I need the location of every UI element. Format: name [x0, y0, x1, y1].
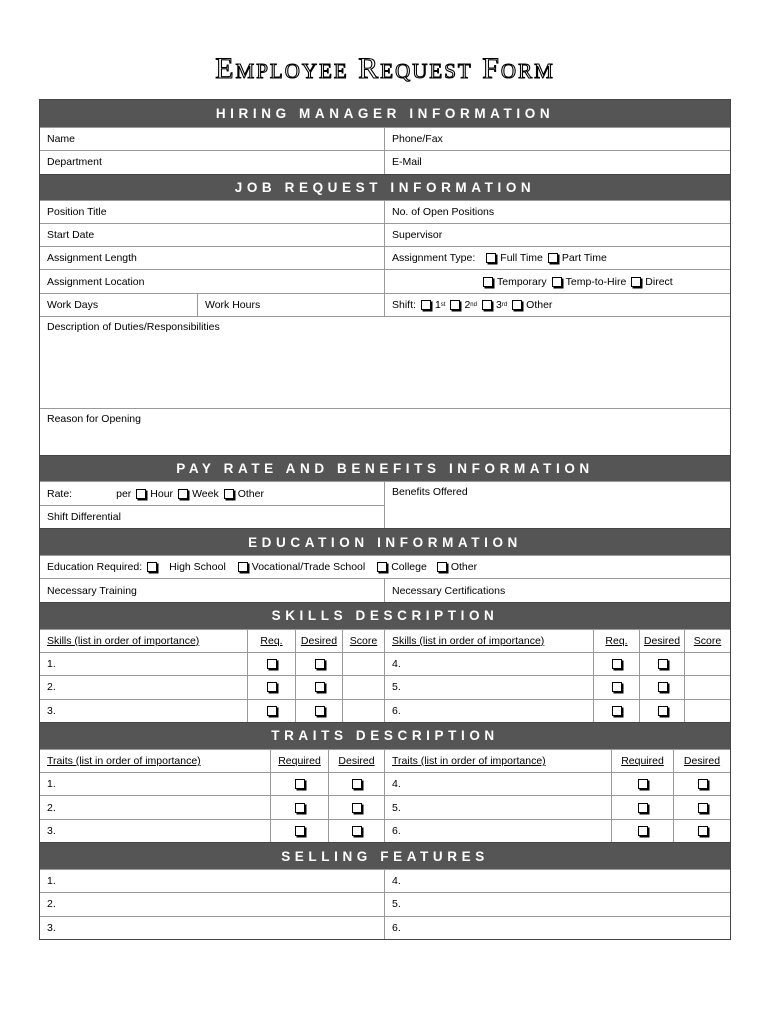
direct-checkbox[interactable]: [631, 277, 641, 287]
skill-3-score-field[interactable]: [343, 700, 385, 722]
skills-row: [40, 675, 730, 698]
skill-3-num: 3.: [47, 704, 56, 717]
traits-column-headers: [40, 749, 730, 772]
department-label: Department: [47, 156, 102, 169]
education-row-2: [40, 578, 730, 601]
skill-5-desired-checkbox[interactable]: [658, 682, 668, 692]
traits-row: [40, 819, 730, 842]
hiring-row-2: [40, 150, 730, 173]
reason-label: Reason for Opening: [47, 413, 141, 426]
assignment-location-label: Assignment Location: [47, 275, 145, 288]
certifications-field[interactable]: [385, 579, 730, 601]
skill-5-field[interactable]: [385, 676, 594, 698]
certifications-label: Necessary Certifications: [392, 584, 506, 597]
assignment-length-label: Assignment Length: [47, 252, 137, 265]
skill-2-score-field[interactable]: [343, 676, 385, 698]
shift-2nd-sup: nd: [470, 301, 477, 308]
trait-4-field[interactable]: [385, 773, 612, 795]
education-other-checkbox[interactable]: [437, 562, 447, 572]
college-checkbox[interactable]: [377, 562, 387, 572]
traits-col-right: Traits (list in order of importance): [385, 750, 612, 772]
job-row-4: [40, 269, 730, 292]
skill-6-req-checkbox[interactable]: [612, 706, 622, 716]
skill-3-req-checkbox[interactable]: [267, 706, 277, 716]
skill-5-req-checkbox[interactable]: [612, 682, 622, 692]
traits-row: [40, 772, 730, 795]
assignment-type-label: Assignment Type:: [392, 252, 476, 265]
trait-5-field[interactable]: [385, 796, 612, 818]
job-row-duties: [40, 316, 730, 408]
skills-header: SKILLS DESCRIPTION: [40, 602, 730, 629]
skill-6-num: 6.: [392, 704, 401, 717]
assignment-location-field[interactable]: [40, 270, 385, 292]
skill-2-desired-checkbox[interactable]: [315, 682, 325, 692]
rate-label: Rate:: [47, 487, 73, 500]
selling-6-num: 6.: [392, 921, 401, 934]
rate-cell: [40, 482, 384, 505]
shift-2nd-checkbox[interactable]: [450, 300, 460, 310]
selling-5-field[interactable]: [385, 893, 730, 915]
job-row-5: [40, 293, 730, 316]
training-field[interactable]: [40, 579, 385, 601]
skills-col-right: Skills (list in order of importance): [385, 630, 594, 652]
skill-1-field[interactable]: [40, 653, 248, 675]
name-field[interactable]: [40, 128, 385, 150]
start-date-field[interactable]: [40, 224, 385, 246]
trait-1-num: 1.: [47, 778, 56, 791]
skill-5-num: 5.: [392, 681, 401, 694]
trait-5-num: 5.: [392, 801, 401, 814]
shift-1st-checkbox[interactable]: [421, 300, 431, 310]
job-row-2: [40, 223, 730, 246]
skills-col-left: Skills (list in order of importance): [40, 630, 248, 652]
vocational-checkbox[interactable]: [238, 562, 248, 572]
email-label: E-Mail: [392, 156, 422, 169]
selling-5-num: 5.: [392, 898, 401, 911]
job-row-1: [40, 200, 730, 223]
skills-col-req-left: Req.: [248, 630, 296, 652]
supervisor-label: Supervisor: [392, 229, 443, 242]
assignment-type-cell: [385, 247, 730, 269]
traits-header: TRAITS DESCRIPTION: [40, 722, 730, 749]
open-positions-field[interactable]: [385, 201, 730, 223]
supervisor-field[interactable]: [385, 224, 730, 246]
skill-4-field[interactable]: [385, 653, 594, 675]
trait-3-desired-checkbox[interactable]: [352, 826, 362, 836]
email-field[interactable]: [385, 151, 730, 173]
skill-2-req-checkbox[interactable]: [267, 682, 277, 692]
shift-differential-label: Shift Differential: [47, 511, 121, 524]
trait-5-required-checkbox[interactable]: [638, 803, 648, 813]
assignment-length-field[interactable]: [40, 247, 385, 269]
skill-1-desired-checkbox[interactable]: [315, 659, 325, 669]
skill-5-score-field[interactable]: [685, 676, 730, 698]
skills-row: [40, 699, 730, 722]
skill-6-field[interactable]: [385, 700, 594, 722]
pay-left: [40, 482, 385, 528]
trait-6-desired-checkbox[interactable]: [698, 826, 708, 836]
shift-3rd-sup: rd: [501, 301, 508, 308]
selling-3-field[interactable]: [40, 917, 385, 939]
employee-request-form: [39, 99, 731, 940]
trait-3-num: 3.: [47, 824, 56, 837]
selling-2-num: 2.: [47, 898, 56, 911]
temp-to-hire-checkbox[interactable]: [552, 277, 562, 287]
skill-1-req-checkbox[interactable]: [267, 659, 277, 669]
skill-6-score-field[interactable]: [685, 700, 730, 722]
pay-other-label: Other: [237, 487, 264, 500]
duties-label: Description of Duties/Responsibilities: [47, 321, 220, 334]
high-school-checkbox[interactable]: [147, 562, 157, 572]
position-title-label: Position Title: [47, 205, 107, 218]
trait-2-num: 2.: [47, 801, 56, 814]
duties-field[interactable]: [40, 317, 730, 408]
part-time-checkbox[interactable]: [548, 253, 558, 263]
skills-col-score-right: Score: [693, 634, 722, 647]
per-label: per: [116, 487, 132, 500]
position-title-field[interactable]: [40, 201, 385, 223]
traits-row: [40, 795, 730, 818]
open-positions-label: No. of Open Positions: [392, 205, 495, 218]
assignment-type-cell-2: [385, 270, 730, 292]
skills-col-desired-left: Desired: [296, 630, 343, 652]
trait-2-desired-checkbox[interactable]: [352, 803, 362, 813]
skill-2-field[interactable]: [40, 676, 248, 698]
shift-other-label: Other: [526, 298, 553, 311]
hour-label: Hour: [150, 487, 174, 500]
benefits-label: Benefits Offered: [392, 486, 468, 499]
temporary-checkbox[interactable]: [483, 277, 493, 287]
shift-differential-field[interactable]: [40, 505, 384, 528]
job-row-3: [40, 246, 730, 269]
trait-4-num: 4.: [392, 778, 401, 791]
shift-cell: [385, 294, 730, 316]
week-checkbox[interactable]: [178, 489, 188, 499]
skills-col-req-right: Req.: [594, 630, 640, 652]
shift-1st-sup: st: [440, 301, 446, 308]
form-title: Employee Request Form: [215, 52, 555, 85]
skills-col-desired-right: Desired: [640, 630, 685, 652]
name-label: Name: [47, 133, 76, 146]
full-time-label: Full Time: [500, 252, 543, 265]
job-header: JOB REQUEST INFORMATION: [40, 174, 730, 200]
benefits-field[interactable]: [385, 482, 730, 528]
education-other-label: Other: [450, 561, 478, 574]
phone-field[interactable]: [385, 128, 730, 150]
trait-4-required-checkbox[interactable]: [638, 779, 648, 789]
selling-1-field[interactable]: [40, 870, 385, 892]
traits-col-desired-left: Desired: [329, 750, 385, 772]
selling-1-num: 1.: [47, 875, 56, 888]
high-school-label: High School: [169, 561, 226, 574]
phone-label: Phone/Fax: [392, 133, 443, 146]
selling-4-num: 4.: [392, 875, 401, 888]
trait-3-field[interactable]: [40, 820, 271, 842]
trait-2-field[interactable]: [40, 796, 271, 818]
selling-row: [40, 916, 730, 939]
skills-col-score-left: Score: [343, 630, 385, 652]
shift-3rd-label: 3: [495, 298, 502, 311]
selling-header: SELLING FEATURES: [40, 842, 730, 869]
trait-6-required-checkbox[interactable]: [638, 826, 648, 836]
work-days-field[interactable]: [40, 294, 198, 316]
temp-to-hire-label: Temp-to-Hire: [565, 275, 627, 288]
week-label: Week: [192, 487, 219, 500]
pay-block: [40, 481, 730, 528]
trait-1-field[interactable]: [40, 773, 271, 795]
start-date-label: Start Date: [47, 229, 95, 242]
shift-label: Shift:: [392, 298, 416, 311]
work-hours-label: Work Hours: [205, 298, 261, 311]
work-hours-field[interactable]: [198, 294, 385, 316]
vocational-label: Vocational/Trade School: [251, 561, 366, 574]
department-field[interactable]: [40, 151, 385, 173]
trait-6-field[interactable]: [385, 820, 612, 842]
pay-other-checkbox[interactable]: [224, 489, 234, 499]
job-row-reason: [40, 408, 730, 455]
temporary-label: Temporary: [497, 275, 547, 288]
skill-4-num: 4.: [392, 658, 401, 671]
education-required-cell: [40, 556, 730, 578]
shift-3rd-checkbox[interactable]: [482, 300, 492, 310]
traits-col-required-right: Required: [612, 750, 674, 772]
hiring-header: HIRING MANAGER INFORMATION: [40, 100, 730, 127]
selling-row: [40, 869, 730, 892]
reason-field[interactable]: [40, 409, 730, 455]
pay-header: PAY RATE AND BENEFITS INFORMATION: [40, 455, 730, 481]
trait-1-required-checkbox[interactable]: [295, 779, 305, 789]
trait-1-desired-checkbox[interactable]: [352, 779, 362, 789]
selling-6-field[interactable]: [385, 917, 730, 939]
selling-row: [40, 892, 730, 915]
selling-4-field[interactable]: [385, 870, 730, 892]
traits-col-desired-right: Desired: [683, 755, 721, 767]
trait-3-required-checkbox[interactable]: [295, 826, 305, 836]
selling-2-field[interactable]: [40, 893, 385, 915]
skill-3-desired-checkbox[interactable]: [315, 706, 325, 716]
skill-2-num: 2.: [47, 681, 56, 694]
trait-4-desired-checkbox[interactable]: [698, 779, 708, 789]
shift-1st-label: 1: [434, 298, 441, 311]
work-days-label: Work Days: [47, 298, 99, 311]
trait-6-num: 6.: [392, 824, 401, 837]
skill-4-desired-checkbox[interactable]: [658, 659, 668, 669]
skill-3-field[interactable]: [40, 700, 248, 722]
trait-5-desired-checkbox[interactable]: [698, 803, 708, 813]
skill-6-desired-checkbox[interactable]: [658, 706, 668, 716]
education-row-1: [40, 555, 730, 578]
shift-other-checkbox[interactable]: [512, 300, 522, 310]
skill-1-num: 1.: [47, 658, 56, 671]
hour-checkbox[interactable]: [136, 489, 146, 499]
skill-4-req-checkbox[interactable]: [612, 659, 622, 669]
trait-2-required-checkbox[interactable]: [295, 803, 305, 813]
hiring-row-1: [40, 127, 730, 150]
skills-column-headers: [40, 629, 730, 652]
college-label: College: [391, 561, 427, 574]
skill-1-score-field[interactable]: [343, 653, 385, 675]
full-time-checkbox[interactable]: [486, 253, 496, 263]
education-required-label: Education Required:: [47, 561, 143, 574]
part-time-label: Part Time: [561, 252, 607, 265]
shift-2nd-label: 2: [464, 298, 471, 311]
traits-col-required-left: Required: [271, 750, 329, 772]
skills-row: [40, 652, 730, 675]
traits-col-left: Traits (list in order of importance): [40, 750, 271, 772]
direct-label: Direct: [645, 275, 673, 288]
selling-3-num: 3.: [47, 921, 56, 934]
skill-4-score-field[interactable]: [685, 653, 730, 675]
training-label: Necessary Training: [47, 584, 137, 597]
education-header: EDUCATION INFORMATION: [40, 528, 730, 555]
